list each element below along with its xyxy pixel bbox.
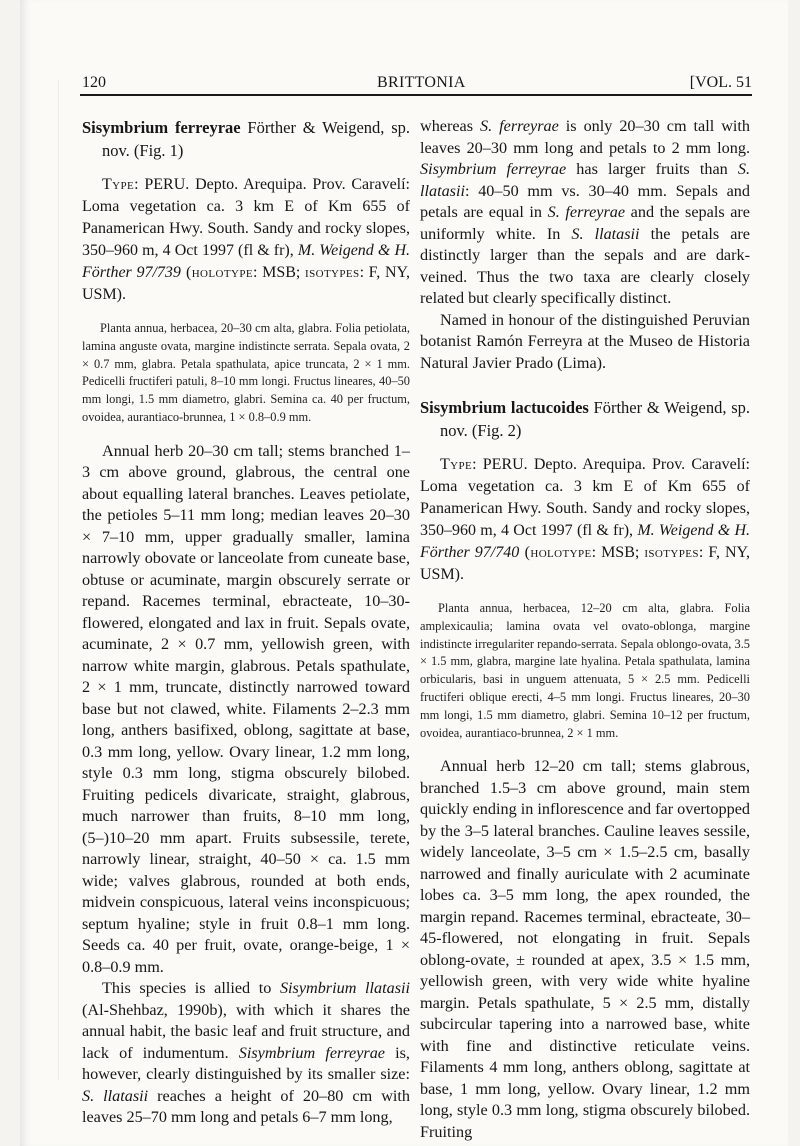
binding-shadow: [58, 80, 59, 1080]
species-heading-ferreyrae: [82, 116, 410, 162]
species-name: Sisymbrium lactucoides: [420, 398, 589, 417]
text-run: the petals are distinctly larger than the sepals and are dark-veined. Thus the two taxa are clearly closely related but clearly specifically distinct.: [420, 224, 750, 307]
journal-title: BRITTONIA: [377, 74, 466, 91]
collectors: M. Weigend & H. Förther 97/740: [420, 522, 751, 561]
collectors: M. Weigend & H. Förther 97/739: [82, 242, 411, 281]
isotypes-label: isotypes: [305, 264, 360, 281]
text-run: This species is allied to: [102, 979, 280, 998]
type-label: Type: [440, 456, 473, 473]
running-head: [82, 74, 752, 96]
isotypes-value: : F, NY, USM).: [420, 544, 750, 583]
description-2: Annual herb 12–20 cm tall; stems glabrous, branched 1.5–3 cm above ground, main stem quickly ending in inflorescence and far overtopped by the 3–5 lateral branches. Cauline leaves sessile, widely lanceolate, 3–5 cm × 1.5–2.5 cm, basally narrowed and finally auriculate with 2 acuminate lobes ca. 3–5 mm long, the apex rounded, the margin repand. Racemes terminal, ebracteate, 30–45-flowered, not elongating in fruit. Sepals oblong-ovate, ± rounded at apex, 3.5 × 1.5 mm, yellowish green, with very wide white hyaline margin. Petals spathulate, 5 × 2.5 mm, distally subcircular tapering into a narrowed base, white with fine and distinctive reticulate veins. Filaments 4 mm long, anthers oblong, sagittate at base, 1 mm long, yellow. Ovary linear, 1.2 mm long, style 0.3 mm long, stigma obscurely bilobed. Fruiting: [420, 757, 750, 1141]
volume-label: [VOL. 51: [689, 74, 752, 91]
text-run: is only 20–30 cm tall with leaves 20–30 mm long and petals to 2 mm long.: [420, 117, 751, 157]
taxon-name: Sisymbrium ferreyrae: [420, 160, 567, 178]
journal-page: [20, 0, 788, 1146]
right-column: [420, 116, 750, 1143]
holotype-value: : MSB;: [252, 264, 306, 281]
taxon-name: Sisymbrium llatasii: [279, 979, 410, 998]
isotypes-label: isotypes: [644, 544, 699, 561]
text-run: (Al-Shehbaz, 1990b), with which it shares the annual habit, the basic leaf and fruit structure, and lack of indumentum.: [82, 1000, 410, 1062]
description-1: Annual herb 20–30 cm tall; stems branched 1–3 cm above ground, glabrous, the central one about equalling lateral branches. Leaves petiolate, the petioles 5–11 mm long; median leaves 20–30 × 7–10 mm, upper gradually smaller, lamina narrowly obovate or lanceolate from cuneate base, obtuse or acuminate, margin obscurely serrate or repand. Racemes terminal, ebracteate, 10–30-flowered, elongated and lax in fruit. Sepals ovate, acuminate, 2 × 0.7 mm, yellowish green, with narrow white margin, glabrous. Petals spathulate, 2 × 1 mm, truncate, distinctly narrowed toward base but not clawed, white. Filaments 2–2.3 mm long, anthers basifixed, oblong, sagittate at base, 0.3 mm long, yellow. Ovary linear, 1.2 mm long, style 0.3 mm long, stigma obscurely bilobed. Fruiting pedicels divaricate, straight, glabrous, much narrower than fruits, 8–10 mm long, (5–)10–20 mm apart. Fruits subsessile, terete, narrowly linear, straight, 40–50 × ca. 1.5 mm wide; valves glabrous, rounded at both ends, midvein conspicuous, lateral veins inconspicuous; septum hyaline; style in fruit 0.8–1 mm long. Seeds ca. 40 per fruit, ovate, orange-beige, 1 × 0.8–0.9 mm.: [82, 441, 410, 976]
species-author: Förther & Weigend, sp. nov. (Fig. 1): [102, 118, 410, 160]
text-run: whereas: [420, 117, 481, 135]
latin-diagnosis-2: Planta annua, herbacea, 12–20 cm alta, glabra. Folia amplexicaulia; lamina ovata vel ovato-oblonga, margine indistincte irregulariter repando-serrata. Sepala oblongo-ovata, 3.5 × 1.5 mm, glabra, margine late hyalina. Petala spathulata, lamina orbicularis, basi in unguem attenuata, 5 × 2.5 mm. Pedicelli fructiferi oblique erecti, 4–5 mm longi. Fructus lineares, 20–30 mm longi, 1.5 mm diametro, glabri. Semina 10–12 per fructum, ovoidea, aurantiaco-brunnea, 2 × 1 mm.: [420, 601, 750, 740]
species-name: Sisymbrium ferreyrae: [82, 118, 241, 137]
taxon-name: Sisymbrium ferreyrae: [238, 1043, 385, 1062]
species-author: Förther & Weigend, sp. nov. (Fig. 2): [440, 398, 751, 440]
header-rule: [80, 94, 752, 96]
discussion-1-continued: [420, 116, 750, 310]
holotype-label: (holotype: [519, 544, 592, 561]
type-citation-1: [82, 174, 410, 306]
type-text: : PERU. Depto. Arequipa. Prov. Caravelí: Loma vegetation ca. 3 km E of Km 655 of Panamerican Hwy. South. Sandy and rocky slopes, 350–960 m, 4 Oct 1997 (fl & fr),: [420, 456, 750, 539]
taxon-name: S. llatasii: [82, 1086, 149, 1105]
taxon-name: S. ferreyrae: [547, 203, 626, 221]
text-run: : 40–50 mm vs. 30–40 mm. Sepals and petals are equal in: [420, 181, 750, 221]
type-text: : PERU. Depto. Arequipa. Prov. Caravelí: Loma vegetation ca. 3 km E of Km 655 of Panamerican Hwy. South. Sandy and rocky slopes, 350–960 m, 4 Oct 1997 (fl & fr),: [82, 176, 410, 259]
latin-diagnosis-1: Planta annua, herbacea, 20–30 cm alta, glabra. Folia petiolata, lamina anguste ovata, margine indistincte serrata. Sepala ovata, 2 × 0.7 mm, glabra. Petala spathulata, apice truncata, 2 × 1 mm. Pedicelli fructiferi patuli, 8–10 mm longi. Fructus lineares, 40–50 mm longi, 1.5 mm diametro, glabri. Semina ca. 40 per fructum, ovoidea, aurantiaco-brunnea, 1 × 0.8–0.9 mm.: [82, 321, 410, 424]
text-run: reaches a height of 20–80 cm with leaves 25–70 mm long and petals 6–7 mm long,: [82, 1086, 410, 1127]
type-label: Type: [102, 176, 135, 193]
text-run: is, however, clearly distinguished by its smaller size:: [82, 1043, 410, 1084]
text-run: and the sepals are uniformly white. In: [420, 203, 750, 243]
taxon-name: S. llatasii: [420, 160, 750, 200]
discussion-1: [82, 978, 410, 1129]
isotypes-value: : F, NY, USM).: [82, 264, 411, 303]
text-run: has larger fruits than: [566, 160, 738, 178]
taxon-name: S. llatasii: [571, 224, 640, 243]
type-citation-2: [420, 454, 750, 586]
taxon-name: S. ferreyrae: [480, 117, 559, 135]
section-gap: [420, 374, 750, 396]
species-heading-lactucoides: [420, 396, 750, 442]
page-number: 120: [82, 74, 106, 91]
etymology: Named in honour of the distinguished Peruvian botanist Ramón Ferreyra at the Museo de Historia Natural Javier Prado (Lima).: [420, 310, 750, 372]
holotype-label: (holotype: [180, 264, 253, 281]
holotype-value: : MSB;: [591, 544, 645, 561]
left-column: [82, 116, 410, 1129]
